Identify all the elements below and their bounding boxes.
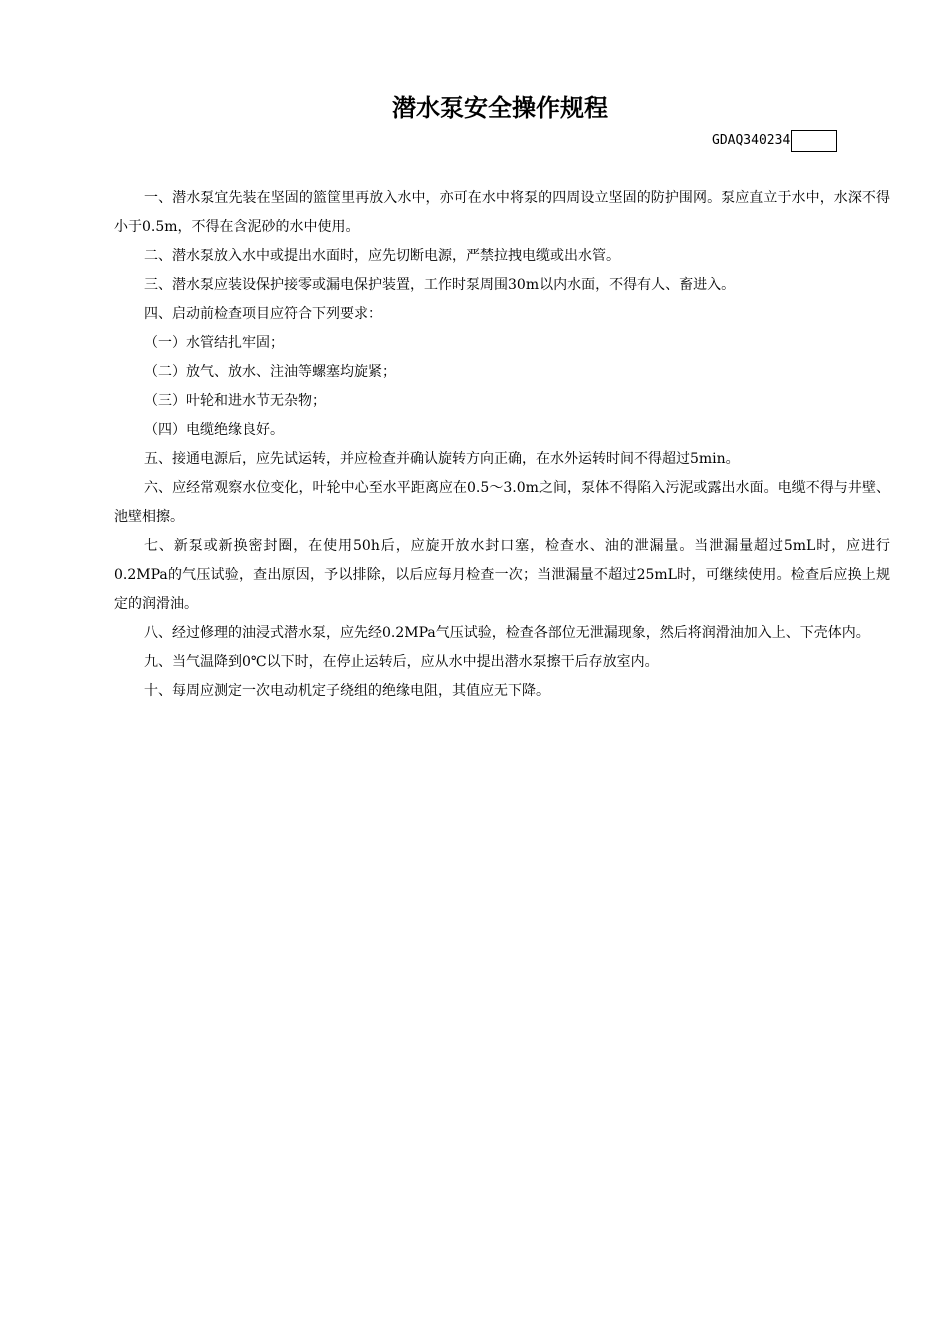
paragraph-6: 六、应经常观察水位变化，叶轮中心至水平距离应在0.5～3.0m之间，泵体不得陷入污泥或露出水面。电缆不得与井壁、池壁相擦。 bbox=[114, 480, 890, 525]
paragraph-8: 八、经过修理的油浸式潜水泵，应先经0.2MPa气压试验，检查各部位无泄漏现象，然后将润滑油加入上、下壳体内。 bbox=[144, 625, 870, 641]
document-code-box bbox=[791, 130, 837, 152]
document-code-row bbox=[712, 129, 837, 153]
paragraph-7: 七、新泵或新换密封圈，在使用50h后，应旋开放水封口塞，检查水、油的泄漏量。当泄漏量超过5mL时，应进行0.2MPa的气压试验，查出原因，予以排除，以后应每月检查一次；当泄漏量不超过25mL时，可继续使用。检查后应换上规定的润滑油。 bbox=[114, 538, 890, 612]
document-title: 潜水泵安全操作规程 bbox=[392, 94, 608, 122]
paragraph-4-item-1: （一）水管结扎牢固； bbox=[144, 335, 284, 351]
paragraph-10: 十、每周应测定一次电动机定子绕组的绝缘电阻，其值应无下降。 bbox=[144, 683, 550, 699]
document-body bbox=[114, 184, 890, 706]
paragraph-5: 五、接通电源后，应先试运转，并应检查并确认旋转方向正确，在水外运转时间不得超过5min。 bbox=[144, 451, 740, 467]
paragraph-4-item-2: （二）放气、放水、注油等螺塞均旋紧； bbox=[144, 364, 396, 380]
paragraph-3: 三、潜水泵应装设保护接零或漏电保护装置，工作时泵周围30m以内水面，不得有人、畜进入。 bbox=[144, 277, 736, 293]
paragraph-4: 四、启动前检查项目应符合下列要求： bbox=[144, 306, 382, 322]
paragraph-2: 二、潜水泵放入水中或提出水面时，应先切断电源，严禁拉拽电缆或出水管。 bbox=[144, 248, 620, 264]
paragraph-4-item-4: （四）电缆绝缘良好。 bbox=[144, 422, 284, 438]
paragraph-9: 九、当气温降到0℃以下时，在停止运转后，应从水中提出潜水泵擦干后存放室内。 bbox=[144, 654, 659, 670]
paragraph-1: 一、潜水泵宜先装在坚固的篮筐里再放入水中，亦可在水中将泵的四周设立坚固的防护围网。泵应直立于水中，水深不得小于0.5m，不得在含泥砂的水中使用。 bbox=[114, 190, 890, 235]
paragraph-4-item-3: （三）叶轮和进水节无杂物； bbox=[144, 393, 326, 409]
document-code: GDAQ340234 bbox=[712, 133, 791, 148]
